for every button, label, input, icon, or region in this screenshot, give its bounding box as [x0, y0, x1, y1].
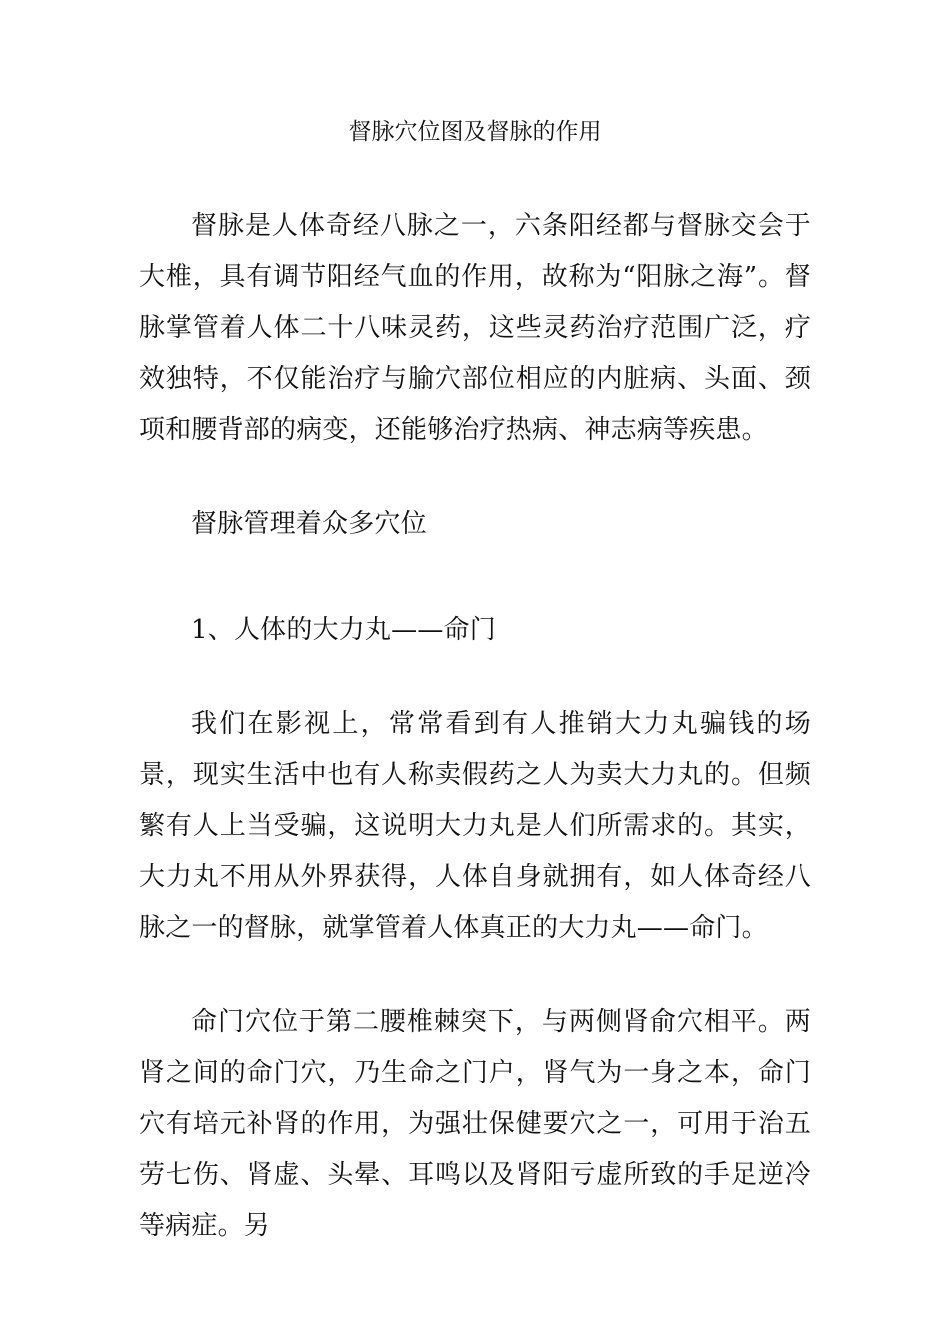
paragraph-intro: 督脉是人体奇经八脉之一，六条阳经都与督脉交会于大椎，具有调节阳经气血的作用，故称为“阳脉之海”。督脉掌管着人体二十八味灵药，这些灵药治疗范围广泛，疗效独特，不仅能治疗与腧穴部位相应的内脏病、头面、颈项和腰背部的病变，还能够治疗热病、神志病等疾患。 [139, 211, 811, 445]
document-title: 督脉穴位图及督脉的作用 [348, 119, 602, 145]
paragraph-dalidan: 我们在影视上，常常看到有人推销大力丸骗钱的场景，现实生活中也有人称卖假药之人为卖大力丸的。但频繁有人上当受骗，这说明大力丸是人们所需求的。其实，大力丸不用从外界获得，人体自身就拥有，如人体奇经八脉之一的督脉，就掌管着人体真正的大力丸——命门。 [139, 709, 811, 943]
paragraph-section-heading: 1、人体的大力丸——命门 [191, 615, 496, 645]
paragraph-acupoints-heading: 督脉管理着众多穴位 [191, 509, 427, 539]
paragraph-mingmen: 命门穴位于第二腰椎棘突下，与两侧肾俞穴相平。两肾之间的命门穴，乃生命之门户，肾气为一身之本，命门穴有培元补肾的作用，为强壮保健要穴之一，可用于治五劳七伤、肾虚、头晕、耳鸣以及肾阳亏虚所致的手足逆冷等病症。另 [139, 1007, 811, 1241]
